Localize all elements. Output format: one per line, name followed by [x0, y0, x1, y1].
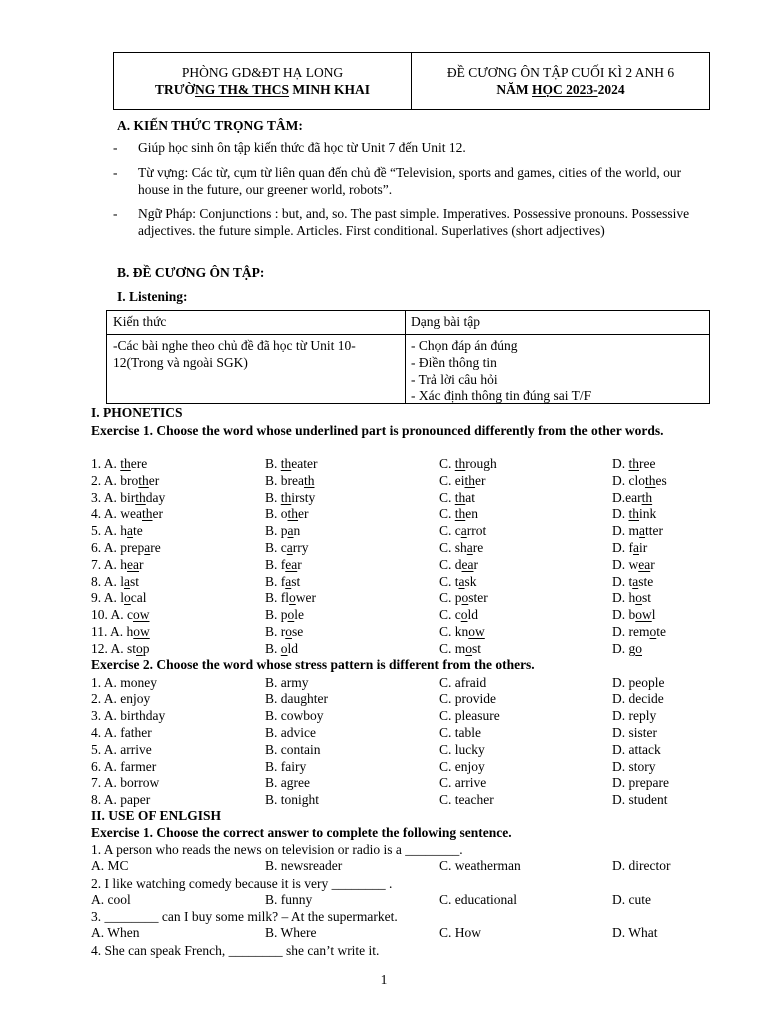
option-a: 6. A. prepare [91, 540, 161, 555]
header-left-cell [114, 53, 411, 109]
exercise2-row [91, 792, 711, 809]
phonetics-exercise1-title: Exercise 1. Choose the word whose underlined part is pronounced differently from the other words. [91, 423, 664, 438]
option-c: C. dear [439, 556, 478, 572]
option-d: D. story [612, 758, 656, 774]
table-cell-exercise-types [411, 338, 591, 405]
section-a-bullet: - Ngữ Pháp: Conjunctions : but, and, so. The past simple. Imperatives. Possessive pronouns. Possessive adjectives. the future simple. Articles. First conditional. Superlatives (short adjectives) [113, 206, 690, 238]
option-d: D. clothes [612, 472, 667, 488]
option-a: 7. A. borrow [91, 775, 160, 791]
option-b: B. cowboy [265, 708, 324, 724]
option-d: D. attack [612, 741, 661, 757]
option-c: C. then [439, 506, 479, 522]
option-c: C. provide [439, 691, 496, 707]
exercise1-row [91, 574, 711, 591]
list-item: - Điền thông tin [411, 354, 497, 370]
option-b: B. flower [265, 590, 317, 606]
exercise1-row [91, 540, 711, 557]
option-c: C. most [439, 640, 482, 656]
exercise1-row [91, 523, 711, 540]
option-d: D. student [612, 792, 668, 808]
option-c: C. teacher [439, 792, 494, 808]
option-c: C. cold [439, 607, 479, 623]
question-1-options [91, 858, 711, 875]
option-c: C. table [439, 724, 481, 740]
option-b: B. other [265, 506, 309, 522]
option-a: 3. A. birthday [91, 708, 166, 724]
option-d: D. fair [612, 540, 648, 555]
document-title: ĐỀ CƯƠNG ÔN TẬP CUỐI KÌ 2 ANH 6 [446, 65, 675, 80]
option-b: B. theater [265, 456, 318, 471]
phonetics-heading: I. PHONETICS [91, 405, 183, 420]
option-c: C. enjoy [439, 758, 485, 774]
option-a: 8. A. paper [91, 792, 151, 808]
option-b: B. daughter [265, 691, 328, 707]
option-b: B. fear [265, 556, 302, 572]
option-b: B. contain [265, 741, 321, 757]
option-a: A. When [91, 925, 140, 940]
option-a: 8. A. last [91, 573, 140, 589]
option-d: D. three [612, 456, 656, 471]
option-b: B. army [265, 674, 309, 690]
table-header-exercise-type: Dạng bài tập [411, 314, 480, 329]
list-item: - Xác định thông tin đúng sai T/F [411, 388, 592, 404]
option-d: D. reply [612, 708, 657, 724]
option-a: 7. A. hear [91, 556, 144, 572]
option-b: B. pole [265, 607, 305, 623]
exercise2-row [91, 742, 711, 759]
option-b: B. funny [265, 892, 313, 907]
option-d: D. host [612, 590, 652, 606]
exercise2-row [91, 708, 711, 725]
option-d: D. go [612, 640, 642, 656]
option-b: B. Where [265, 925, 317, 940]
option-d: D. taste [612, 573, 654, 589]
option-c: C. poster [439, 590, 488, 606]
use-of-english-heading: II. USE OF ENLGISH [91, 808, 222, 823]
exercise2-row [91, 675, 711, 692]
option-b: B. advice [265, 724, 316, 740]
option-a: 4. A. father [91, 724, 152, 740]
option-b: B. pan [265, 523, 301, 539]
option-d: D. decide [612, 691, 664, 707]
exercise1-row [91, 506, 711, 523]
option-d: D. director [612, 858, 671, 873]
section-a-bullet: - Giúp học sinh ôn tập kiến thức đã học từ Unit 7 đến Unit 12. [113, 140, 466, 155]
option-d: D. prepare [612, 775, 669, 791]
option-b: B. newsreader [265, 858, 343, 873]
option-a: 5. A. arrive [91, 741, 152, 757]
option-d: D. matter [612, 523, 663, 539]
exercise1-row [91, 456, 711, 473]
option-c: C. weatherman [439, 858, 521, 873]
exercise2-row [91, 725, 711, 742]
table-header-knowledge: Kiến thức [113, 314, 167, 329]
exercise1-row [91, 490, 711, 507]
question-4: 4. She can speak French, ________ she can’t write it. [91, 943, 380, 958]
exercise2-row [91, 759, 711, 776]
option-b: B. fast [265, 573, 301, 589]
listening-table [106, 310, 710, 404]
option-b: B. breath [265, 472, 315, 488]
option-c: C. educational [439, 892, 517, 907]
option-c: C. lucky [439, 741, 485, 757]
option-b: B. old [265, 640, 299, 656]
school-year: NĂM HỌC 2023-2024 [496, 82, 625, 97]
exercise2-row [91, 775, 711, 792]
option-a: 1. A. there [91, 456, 148, 471]
option-c: C. pleasure [439, 708, 500, 724]
exercise1-row [91, 607, 711, 624]
option-a: A. cool [91, 892, 131, 907]
option-c: C. through [439, 456, 497, 471]
list-item: - Trả lời câu hỏi [411, 371, 498, 387]
option-d: D. wear [612, 556, 655, 572]
section-a-bullet: - Từ vựng: Các từ, cụm từ liên quan đến chủ đề “Television, sports and games, cities of the world, our house in the future, our greener world, robots”. [113, 165, 682, 197]
phonetics-exercise2-title: Exercise 2. Choose the word whose stress pattern is different from the others. [91, 657, 535, 672]
option-c: C. that [439, 489, 476, 505]
question-3: 3. ________ can I buy some milk? – At the supermarket. [91, 909, 398, 924]
section-b-heading: B. ĐỀ CƯƠNG ÔN TẬP: [117, 265, 265, 280]
option-a: 2. A. enjoy [91, 691, 151, 707]
section-a-heading: A. KIẾN THỨC TRỌNG TÂM: [117, 118, 303, 133]
option-b: B. rose [265, 624, 304, 639]
option-b: B. fairy [265, 758, 307, 774]
option-c: C. either [439, 472, 486, 488]
option-a: 4. A. weather [91, 506, 164, 522]
option-c: C. arrive [439, 775, 487, 791]
option-d: D.earth [612, 489, 653, 505]
table-cell-knowledge: -Các bài nghe theo chủ đề đã học từ Unit 10-12(Trong và ngoài SGK) [113, 338, 356, 370]
exercise1-row [91, 590, 711, 607]
option-c: C. carrot [439, 523, 487, 539]
option-c: C. How [439, 925, 482, 940]
option-b: B. thirsty [265, 489, 316, 505]
option-a: 5. A. hate [91, 523, 143, 539]
exercise1-row [91, 641, 711, 658]
option-d: D. What [612, 925, 658, 940]
option-c: C. know [439, 624, 485, 639]
option-a: 10. A. cow [91, 607, 150, 623]
option-a: 6. A. farmer [91, 758, 157, 774]
option-a: 1. A. money [91, 674, 157, 690]
option-d: D. sister [612, 724, 657, 740]
option-a: 3. A. birthday [91, 489, 166, 505]
option-a: 9. A. local [91, 590, 147, 606]
option-d: D. bowl [612, 607, 656, 623]
option-a: 12. A. stop [91, 640, 150, 656]
option-d: D. remote [612, 624, 666, 639]
header-right-cell [411, 53, 709, 109]
option-c: C. afraid [439, 674, 487, 690]
exercise2-row [91, 691, 711, 708]
option-d: D. people [612, 674, 665, 690]
listening-heading: I. Listening: [117, 289, 188, 304]
option-d: D. think [612, 506, 657, 522]
option-d: D. cute [612, 892, 651, 907]
option-a: 11. A. how [91, 624, 150, 639]
option-b: B. carry [265, 540, 309, 555]
question-2: 2. I like watching comedy because it is very ________ . [91, 876, 393, 891]
option-a: 2. A. brother [91, 472, 160, 488]
option-c: C. share [439, 540, 484, 555]
question-3-options [91, 925, 711, 942]
header-table [113, 52, 710, 110]
option-a: A. MC [91, 858, 129, 873]
list-item: - Chọn đáp án đúng [411, 338, 518, 353]
exercise1-row [91, 557, 711, 574]
option-b: B. agree [265, 775, 310, 791]
option-c: C. task [439, 573, 477, 589]
use-of-english-exercise1-title: Exercise 1. Choose the correct answer to complete the following sentence. [91, 825, 512, 840]
department-name: PHÒNG GD&ĐT HẠ LONG [181, 65, 344, 80]
school-name: TRƯỜNG TH& THCS MINH KHAI [154, 82, 371, 97]
question-1: 1. A person who reads the news on television or radio is a ________. [91, 842, 463, 857]
exercise1-row [91, 624, 711, 641]
exercise1-row [91, 473, 711, 490]
option-b: B. tonight [265, 792, 320, 808]
question-2-options [91, 892, 711, 909]
page-number: 1 [380, 972, 388, 987]
